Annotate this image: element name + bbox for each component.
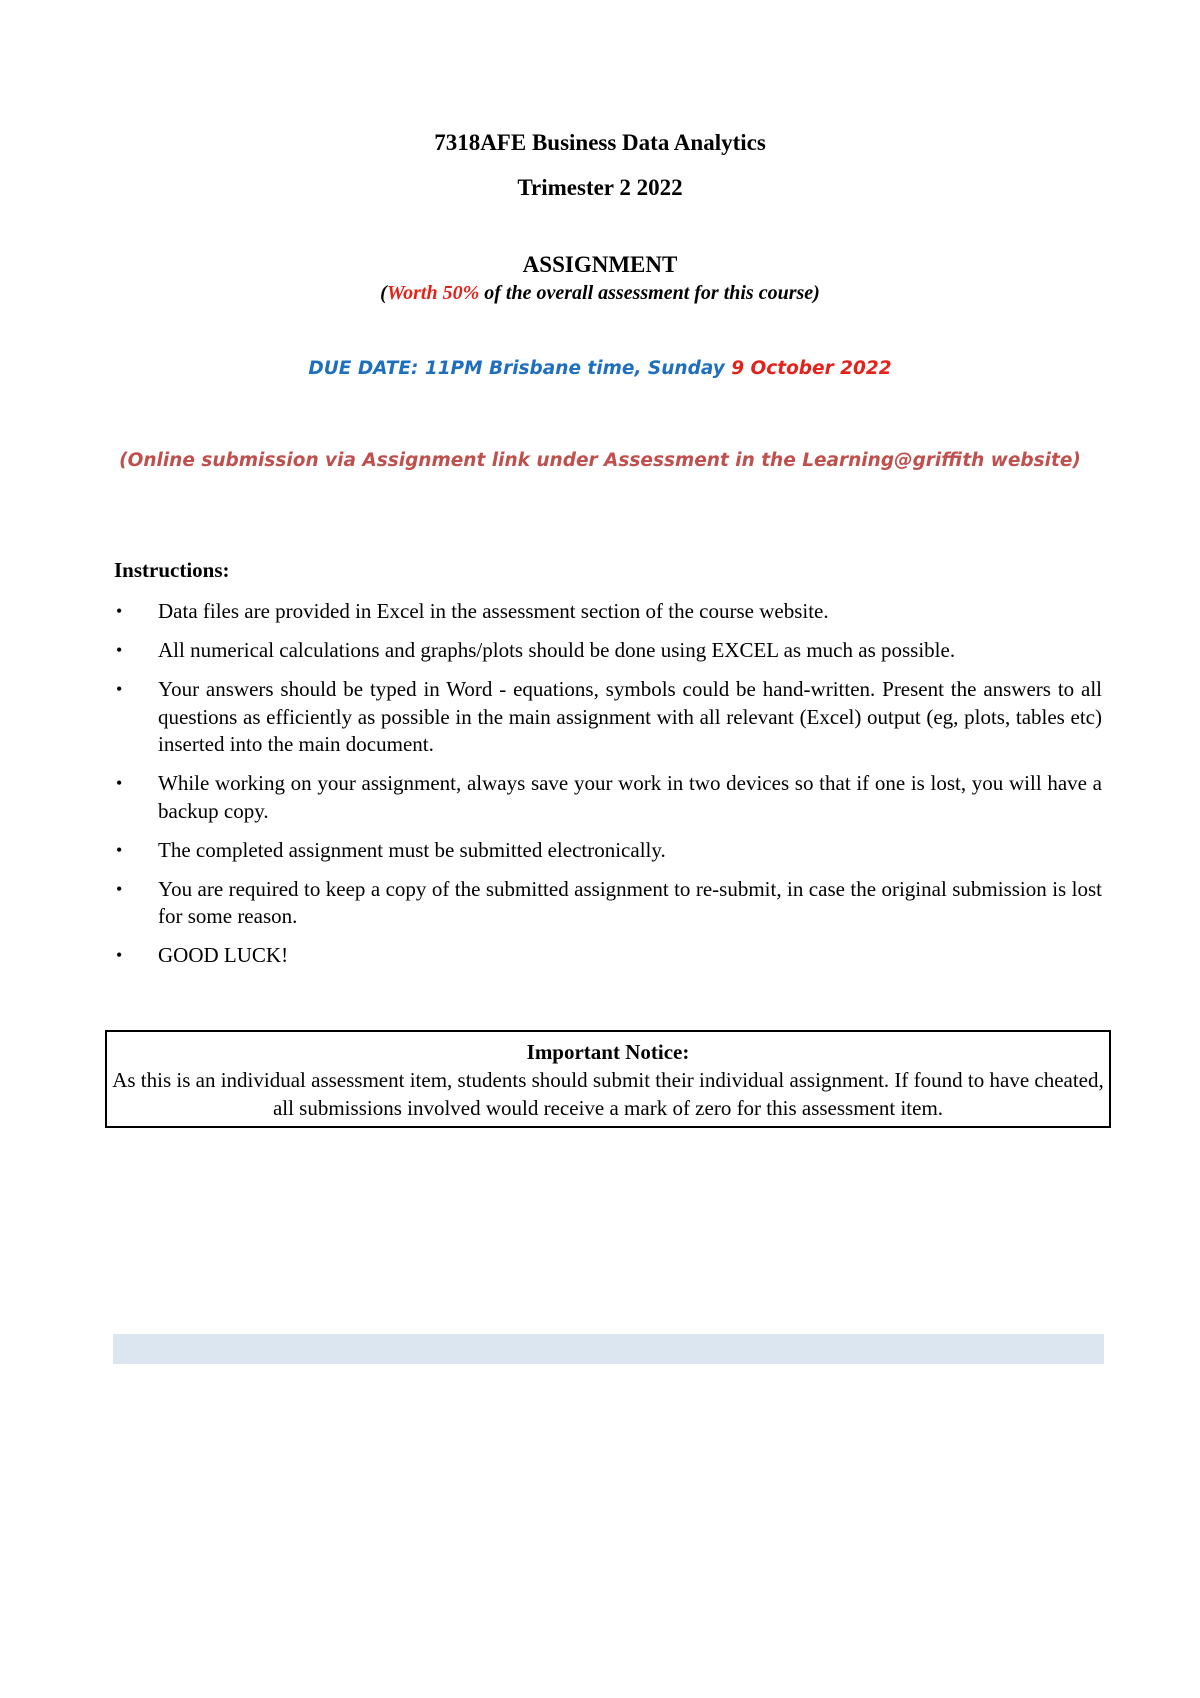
due-date-value: 9 October 2022 <box>731 358 892 379</box>
assignment-heading: ASSIGNMENT <box>522 252 678 277</box>
bullet-icon: • <box>116 773 123 793</box>
trimester-label: Trimester 2 2022 <box>517 175 683 200</box>
bullet-icon: • <box>116 679 123 699</box>
bullet-icon: • <box>116 601 123 621</box>
instructions-heading: Instructions: <box>114 558 230 582</box>
due-date-label: DUE DATE: 11PM Brisbane time, Sunday <box>308 358 732 379</box>
worth-percentage: Worth 50% <box>386 282 480 304</box>
list-item <box>114 837 1102 865</box>
instructions-list <box>114 598 1102 981</box>
instruction-text: The completed assignment must be submitted electronically. <box>158 837 666 862</box>
notice-body: As this is an individual assessment item, students should submit their individual assignment. If found to have cheated, all submissions involved would receive a mark of zero for this assessment item. <box>112 1068 1104 1120</box>
bullet-icon: • <box>116 878 123 899</box>
course-title: 7318AFE Business Data Analytics <box>434 130 766 155</box>
instruction-text: GOOD LUCK! <box>158 943 289 967</box>
bullet-icon: • <box>116 945 123 965</box>
worth-line <box>0 280 1200 306</box>
instruction-text: Your answers should be typed in Word - equations, symbols could be hand-written. Present the answers to all questions as efficiently as possible in the main assignment with all relevant (Excel) output (eg, plots, tables etc) inserted into the main document. <box>158 677 1102 756</box>
instruction-text: While working on your assignment, always save your work in two devices so that if one is lost, you will have a backup copy. <box>158 771 1102 823</box>
instruction-text: You are required to keep a copy of the submitted assignment to re-submit, in case the original submission is lost for some reason. <box>158 876 1102 928</box>
notice-heading: Important Notice: <box>526 1040 690 1064</box>
instruction-text: Data files are provided in Excel in the assessment section of the course website. <box>158 599 829 623</box>
list-item <box>114 770 1102 825</box>
worth-rest: of the overall assessment for this course) <box>479 282 820 304</box>
bullet-icon: • <box>116 839 123 860</box>
list-item <box>114 876 1102 931</box>
list-item <box>114 598 1102 626</box>
submission-note: (Online submission via Assignment link under Assessment in the Learning@griffith website) <box>119 450 1081 471</box>
list-item <box>114 637 1102 665</box>
bullet-icon: • <box>116 640 123 660</box>
important-notice-box <box>105 1030 1111 1128</box>
list-item <box>114 942 1102 970</box>
worth-open-paren: ( <box>380 282 387 304</box>
shaded-bar <box>113 1334 1104 1364</box>
instruction-text: All numerical calculations and graphs/plots should be done using EXCEL as much as possible. <box>158 638 956 662</box>
due-date-line <box>0 356 1200 382</box>
list-item <box>114 676 1102 759</box>
